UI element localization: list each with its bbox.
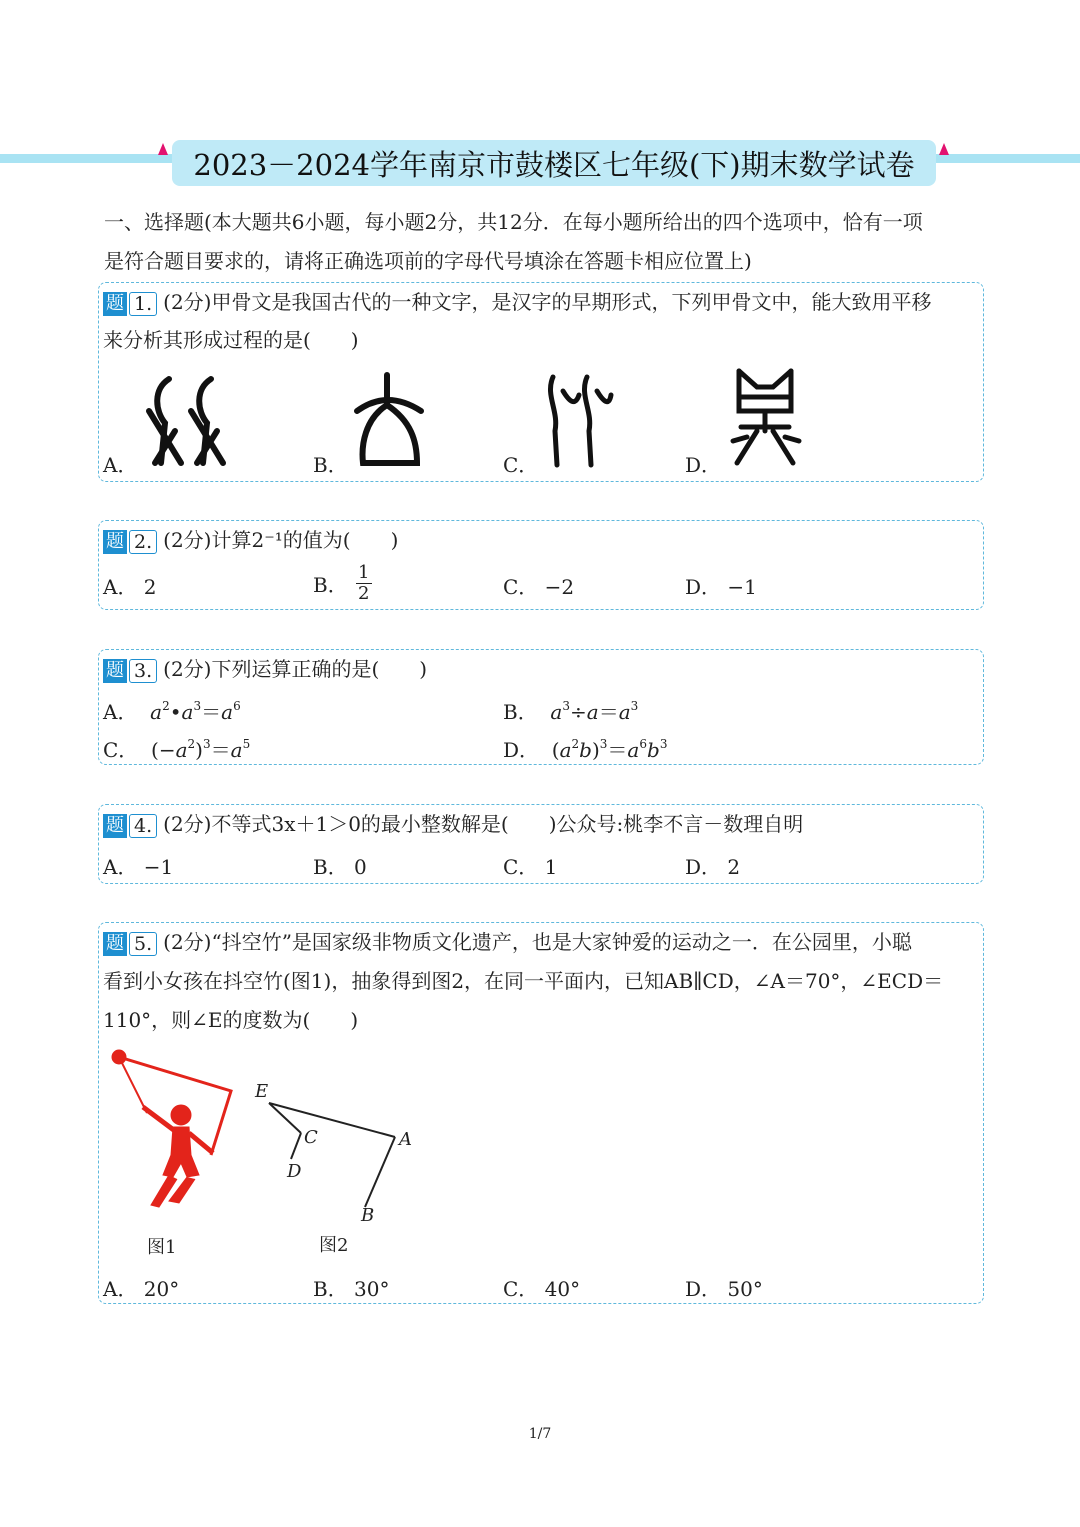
question-number: 3. — [129, 659, 157, 683]
point-label-b: B — [361, 1205, 375, 1226]
option-d: D． −1 — [685, 575, 757, 599]
question-5-stem-1: 题 5. (2分)“抖空竹”是国家级非物质文化遗产，也是大家钟爱的运动之一．在公园里，小聪 — [103, 923, 912, 961]
point-label-e: E — [255, 1081, 269, 1102]
left-marker — [158, 143, 168, 155]
question-3-stem: 题 3. (2分)下列运算正确的是( ) — [103, 650, 427, 688]
point-label-d: D — [287, 1161, 302, 1182]
section-line-2: 是符合题目要求的，请将正确选项前的字母代号填涂在答题卡相应位置上) — [104, 249, 752, 273]
question-5-stem-3: 110°，则∠E的度数为( ) — [103, 1008, 359, 1032]
page-number: 1/7 — [528, 1426, 552, 1442]
question-4-stem: 题 4. (2分)不等式3x＋1＞0的最小整数解是( )公众号:桃李不言－数理自明 — [103, 805, 803, 843]
question-tag: 题 — [103, 814, 127, 838]
option-b-label: B． — [313, 453, 348, 477]
right-marker — [939, 143, 949, 155]
question-tag: 题 — [103, 659, 127, 683]
question-3-box — [98, 649, 984, 765]
point-label-c: C — [304, 1127, 318, 1148]
question-number: 5. — [129, 932, 157, 956]
oracle-glyph-d — [727, 367, 807, 471]
question-tag: 题 — [103, 932, 127, 956]
question-tag: 题 — [103, 530, 127, 554]
question-5-stem-2: 看到小女孩在抖空竹(图1)，抽象得到图2，在同一平面内，已知AB∥CD，∠A＝70°，∠ECD＝ — [103, 969, 944, 993]
option-b: B． $\frac{1}{2}$ — [313, 563, 372, 604]
question-number: 1. — [129, 292, 157, 316]
option-b: B． 30° — [313, 1277, 390, 1301]
oracle-glyph-a — [139, 371, 229, 471]
question-1-stem-1: 题 1. (2分)甲骨文是我国古代的一种文字，是汉字的早期形式，下列甲骨文中，能大致用平移 — [103, 283, 931, 321]
section-line-1: 一、选择题(本大题共6小题，每小题2分，共12分．在每小题所给出的四个选项中，恰有一项 — [104, 210, 923, 234]
option-c-label: C． — [503, 453, 539, 477]
point-label-a: A — [399, 1129, 412, 1150]
option-d: D． $(a^2b)^3=a^6b^3$ — [503, 737, 668, 762]
option-a: A． 20° — [103, 1277, 180, 1301]
option-d: D． 2 — [685, 855, 741, 879]
page-title: 2023－2024学年南京市鼓楼区七年级(下)期末数学试卷 — [172, 140, 936, 186]
option-c: C． 40° — [503, 1277, 581, 1301]
option-a: A． −1 — [103, 855, 174, 879]
option-d: D． 50° — [685, 1277, 763, 1301]
option-d-label: D． — [685, 453, 722, 477]
figure-1-girl-diabolo — [107, 1045, 247, 1215]
option-a-label: A． — [103, 453, 138, 477]
oracle-glyph-c — [539, 371, 619, 471]
oracle-glyph-b — [351, 371, 431, 471]
question-5-box — [98, 922, 984, 1304]
question-2-stem: 题 2. (2分)计算2⁻¹的值为( ) — [103, 521, 398, 559]
question-1-stem-2: 来分析其形成过程的是( ) — [103, 328, 359, 352]
option-c: C． $(-a^2)^3=a^5$ — [103, 737, 251, 762]
question-1-box — [98, 282, 984, 482]
option-c: C． −2 — [503, 575, 575, 599]
option-b: B． 0 — [313, 855, 367, 879]
option-c: C． 1 — [503, 855, 558, 879]
question-number: 4. — [129, 814, 157, 838]
option-b: B． $a^3\div a=a^3$ — [503, 699, 639, 724]
fraction: $\frac{1}{2}$ — [356, 563, 372, 604]
question-tag: 题 — [103, 292, 127, 316]
option-a: A． 2 — [103, 575, 157, 599]
question-2-box — [98, 520, 984, 610]
figure-1-caption: 图1 — [147, 1237, 177, 1258]
question-4-box — [98, 804, 984, 884]
question-number: 2. — [129, 530, 157, 554]
option-a: A． $a^2•a^3=a^6$ — [103, 699, 241, 724]
figure-2-caption: 图2 — [319, 1235, 349, 1256]
